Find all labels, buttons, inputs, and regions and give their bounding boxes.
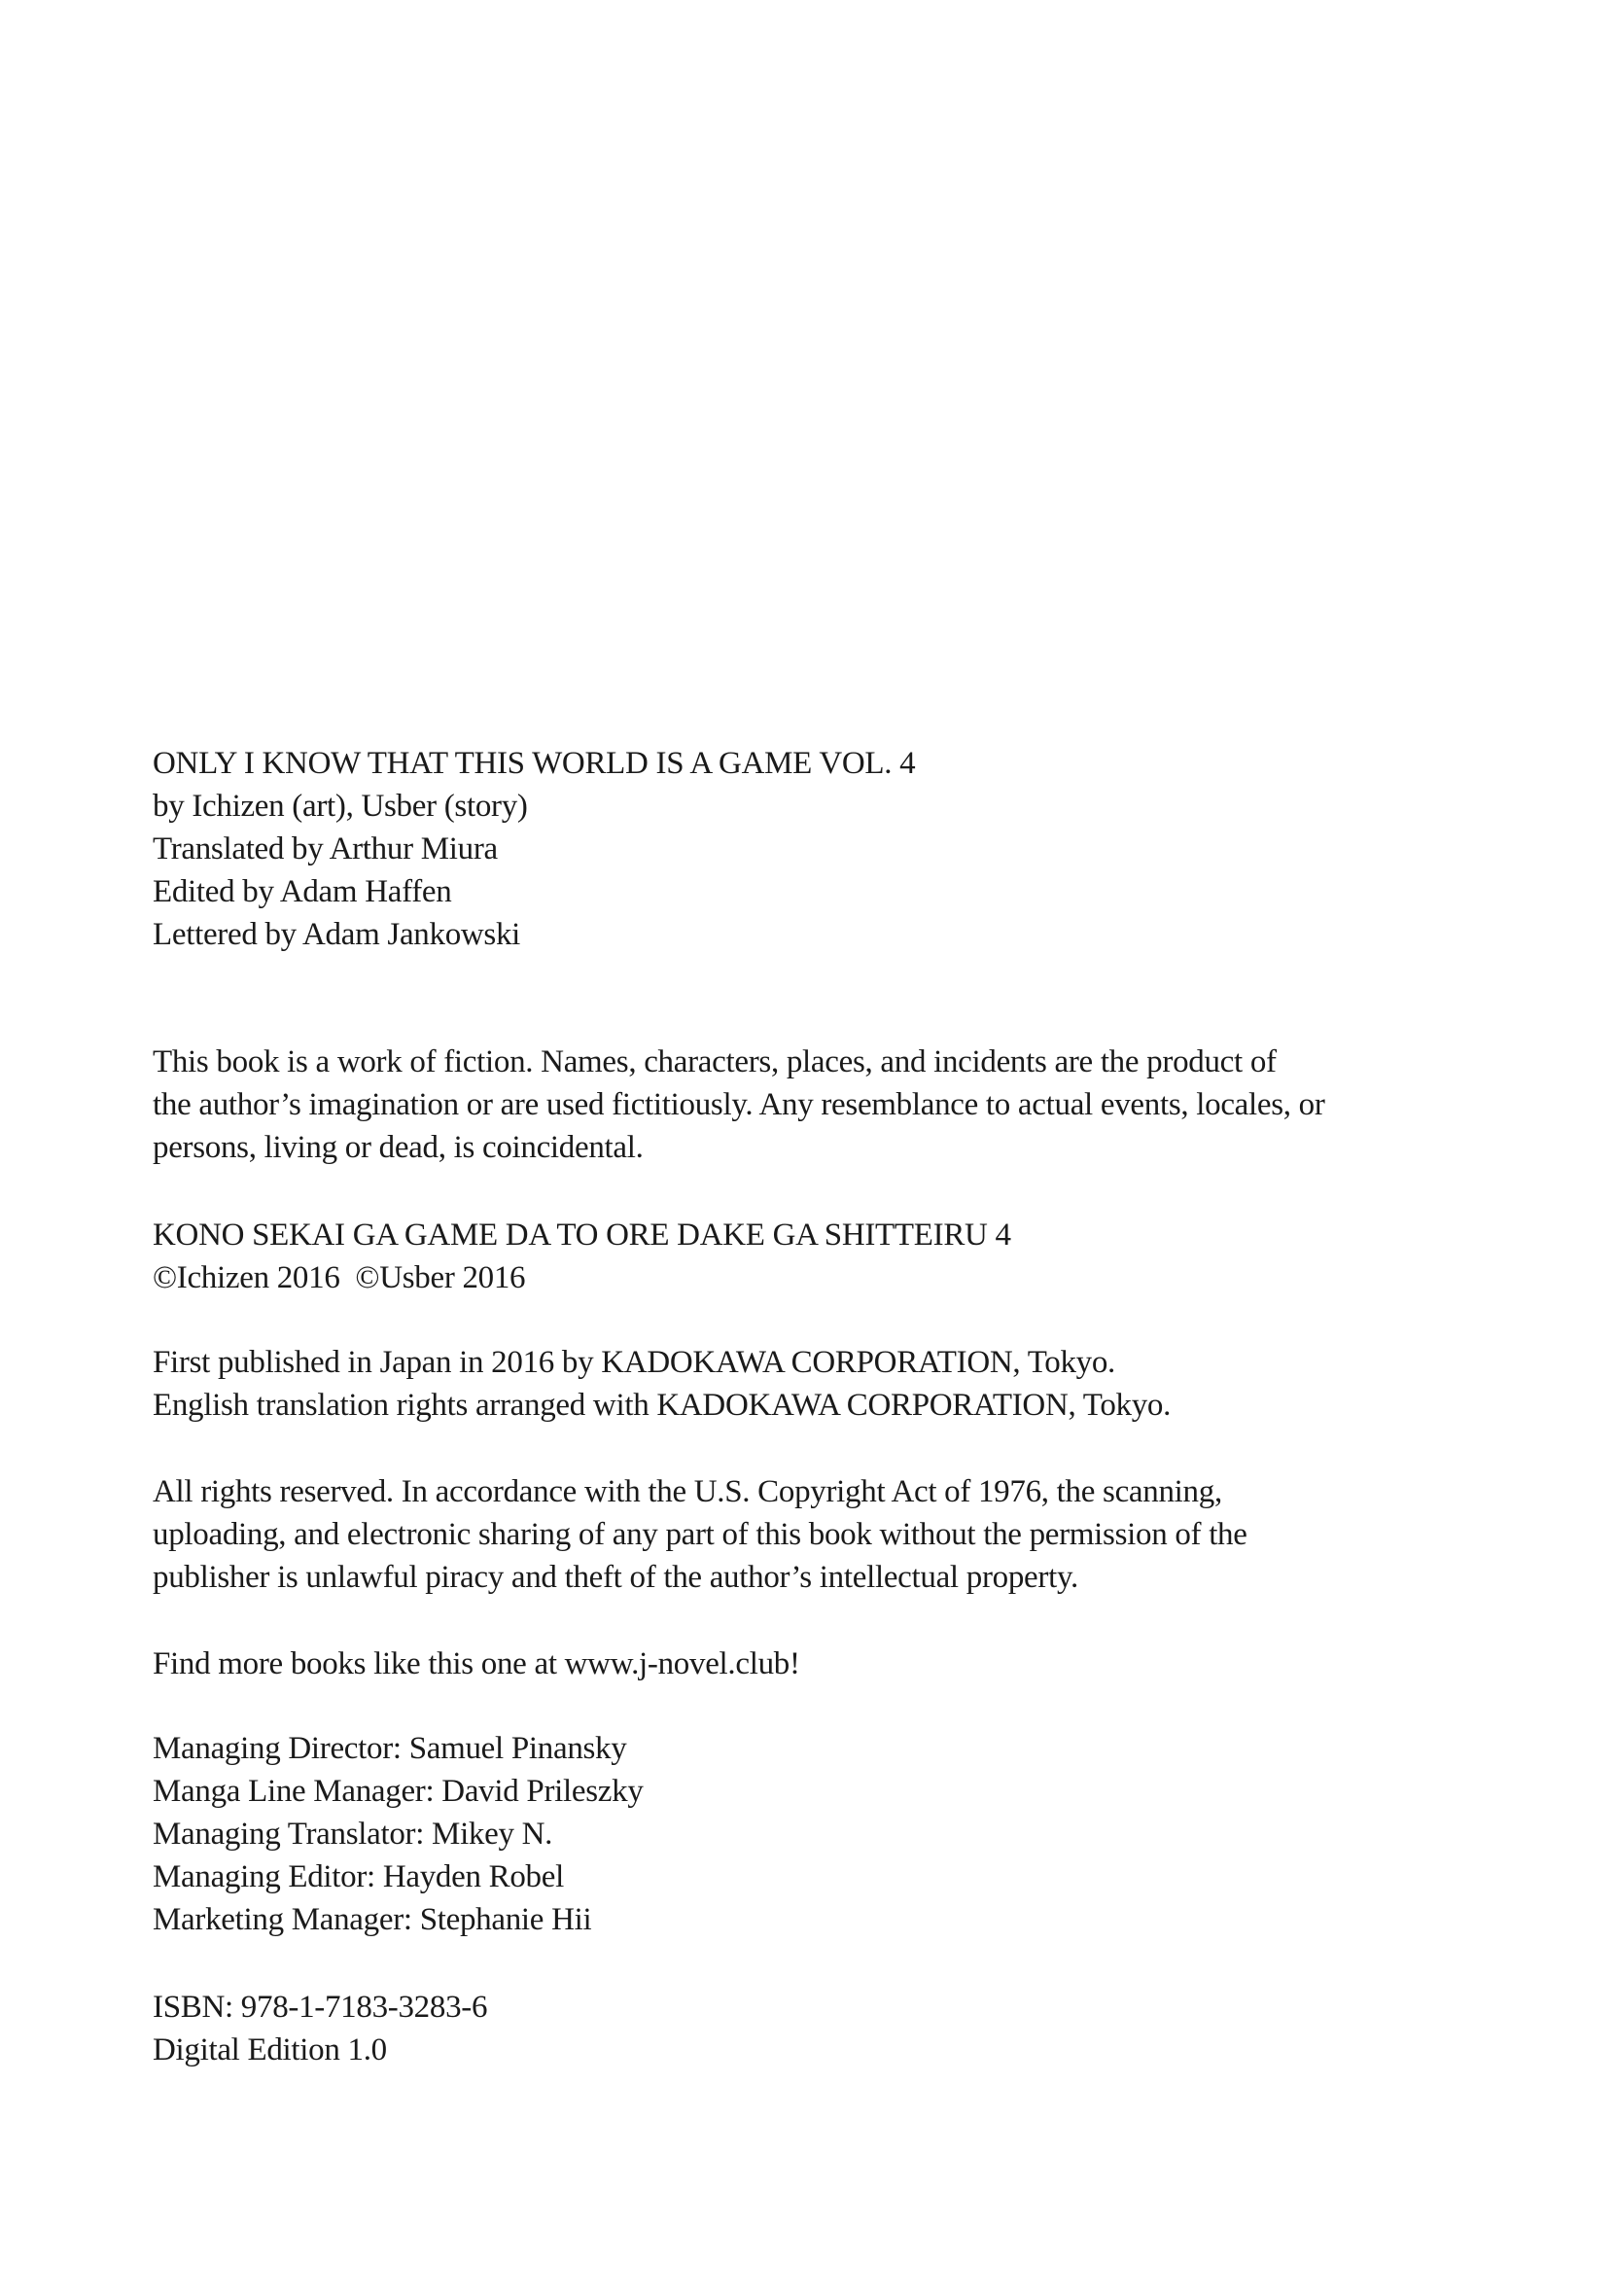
website-block [153, 1643, 1533, 1685]
letterer-line: Lettered by Adam Jankowski [153, 917, 521, 952]
staff-block [153, 1727, 1533, 1941]
authors-line: by Ichizen (art), Usber (story) [153, 789, 528, 824]
disclaimer-line: persons, living or dead, is coincidental. [153, 1130, 644, 1165]
editor-line: Edited by Adam Haffen [153, 874, 452, 909]
book-title: ONLY I KNOW THAT THIS WORLD IS A GAME VOL. 4 [153, 746, 916, 781]
disclaimer-block [153, 1041, 1533, 1169]
credits-block [153, 742, 1533, 956]
staff-line: Manga Line Manager: David Prileszky [153, 1774, 644, 1809]
rights-line: All rights reserved. In accordance with the U.S. Copyright Act of 1976, the scanning, [153, 1474, 1222, 1509]
staff-line: Marketing Manager: Stephanie Hii [153, 1902, 592, 1937]
disclaimer-line: the author’s imagination or are used fictitiously. Any resemblance to actual events, locales, or [153, 1087, 1325, 1122]
disclaimer-line: This book is a work of fiction. Names, characters, places, and incidents are the product of [153, 1044, 1277, 1079]
edition-line: Digital Edition 1.0 [153, 2032, 387, 2067]
staff-line: Managing Editor: Hayden Robel [153, 1859, 564, 1894]
original-title-block [153, 1214, 1533, 1299]
copyright-line: ©Ichizen 2016 ©Usber 2016 [153, 1260, 526, 1295]
website-line: Find more books like this one at www.j-novel.club! [153, 1646, 800, 1681]
isbn-line: ISBN: 978-1-7183-3283-6 [153, 1990, 488, 2025]
edition-block [153, 1986, 1533, 2071]
publication-line: First published in Japan in 2016 by KADOKAWA CORPORATION, Tokyo. [153, 1345, 1116, 1380]
rights-line: uploading, and electronic sharing of any part of this book without the permission of the [153, 1517, 1247, 1552]
rights-line: publisher is unlawful piracy and theft of the author’s intellectual property. [153, 1560, 1078, 1595]
original-title: KONO SEKAI GA GAME DA TO ORE DAKE GA SHITTEIRU 4 [153, 1218, 1011, 1253]
publication-block [153, 1341, 1533, 1427]
rights-block [153, 1470, 1533, 1599]
staff-line: Managing Translator: Mikey N. [153, 1817, 553, 1852]
translator-line: Translated by Arthur Miura [153, 831, 498, 866]
staff-line: Managing Director: Samuel Pinansky [153, 1731, 627, 1766]
publication-line: English translation rights arranged with KADOKAWA CORPORATION, Tokyo. [153, 1388, 1172, 1423]
